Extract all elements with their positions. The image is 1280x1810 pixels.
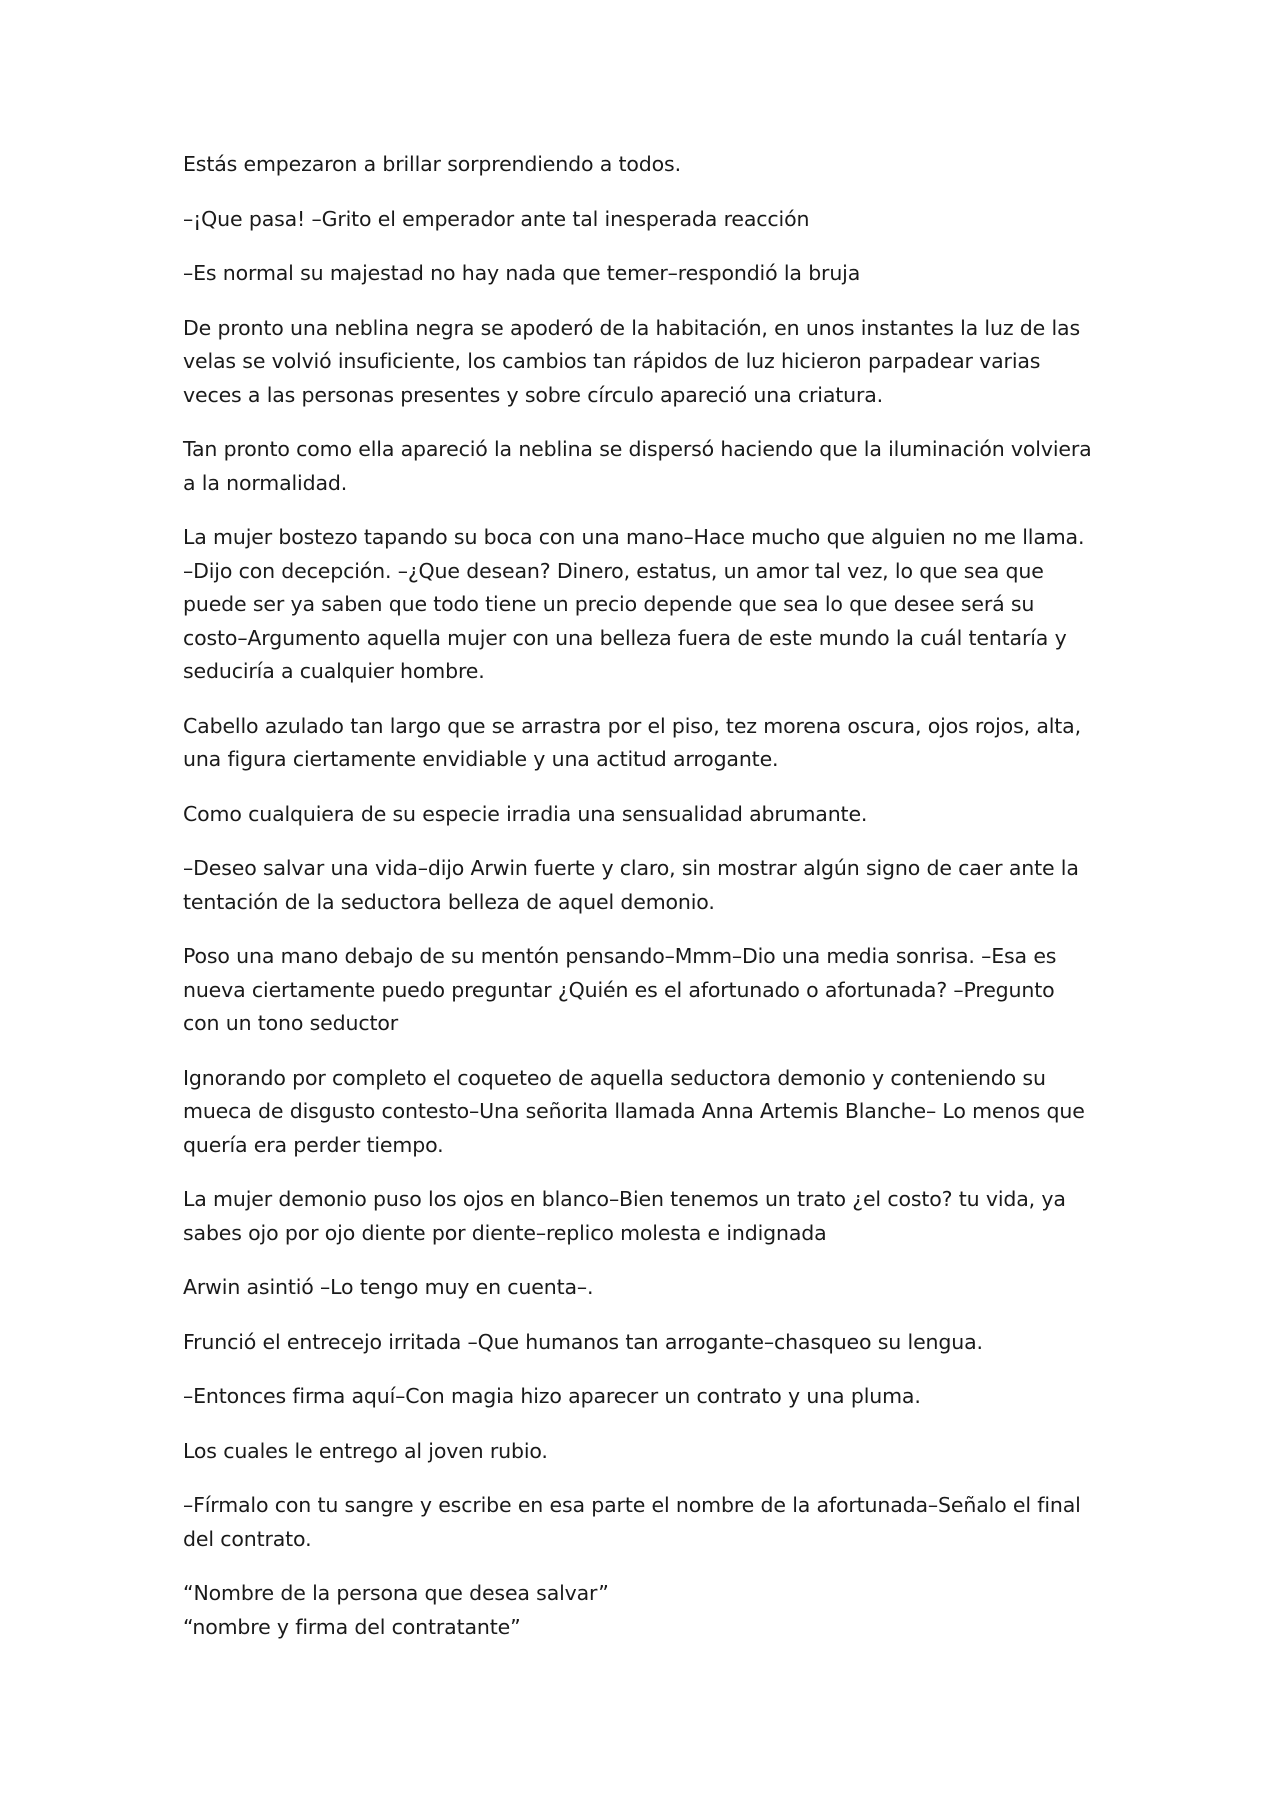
quoted-line: “Nombre de la persona que desea salvar” (183, 1581, 609, 1605)
paragraph: Tan pronto como ella apareció la neblina se dispersó haciendo que la iluminación volviera a la normalidad. (183, 437, 1092, 495)
paragraph: Como cualquiera de su especie irradia una sensualidad abrumante. (183, 801, 868, 826)
paragraph: –Entonces firma aquí–Con magia hizo aparecer un contrato y una pluma. (183, 1384, 921, 1408)
body-text (183, 148, 1095, 1644)
paragraph: Arwin asintió –Lo tengo muy en cuenta–. (183, 1275, 594, 1299)
paragraph: –¡Que pasa! –Grito el emperador ante tal inesperada reacción (183, 206, 810, 231)
quoted-line: “nombre y firma del contratante” (183, 1614, 521, 1639)
paragraph: Ignorando por completo el coqueteo de aquella seductora demonio y conteniendo su mueca de disgusto contesto–Una señorita llamada Anna Artemis Blanche– Lo menos que quería era perder tiempo. (183, 1065, 1085, 1157)
paragraph: Estás empezaron a brillar sorprendiendo a todos. (183, 152, 681, 176)
paragraph: –Es normal su majestad no hay nada que temer–respondió la bruja (183, 261, 861, 285)
paragraph: La mujer demonio puso los ojos en blanco–Bien tenemos un trato ¿el costo? tu vida, ya sabes ojo por ojo diente por diente–replico molesta e indignada (183, 1187, 1066, 1245)
paragraph: Poso una mano debajo de su mentón pensando–Mmm–Dio una media sonrisa. –Esa es nueva ciertamente puedo preguntar ¿Quién es el afortunado o afortunada? –Pregunto con un tono seductor (183, 944, 1057, 1035)
paragraph: –Fírmalo con tu sangre y escribe en esa parte el nombre de la afortunada–Señalo el final del contrato. (183, 1493, 1081, 1551)
paragraph: –Deseo salvar una vida–dijo Arwin fuerte y claro, sin mostrar algún signo de caer ante la tentación de la seductora belleza de aquel demonio. (183, 856, 1079, 914)
paragraph: De pronto una neblina negra se apoderó de la habitación, en unos instantes la luz de las velas se volvió insuficiente, los cambios tan rápidos de luz hicieron parpadear varias veces a las personas presentes y sobre círculo apareció una criatura. (183, 315, 1080, 407)
paragraph: Cabello azulado tan largo que se arrastra por el piso, tez morena oscura, ojos rojos, alta, una figura ciertamente envidiable y una actitud arrogante. (183, 713, 1081, 771)
paragraph: Frunció el entrecejo irritada –Que humanos tan arrogante–chasqueo su lengua. (183, 1329, 983, 1354)
paragraph: Los cuales le entrego al joven rubio. (183, 1438, 548, 1463)
paragraph: La mujer bostezo tapando su boca con una mano–Hace mucho que alguien no me llama. –Dijo con decepción. –¿Que desean? Dinero, estatus, un amor tal vez, lo que sea que puede ser ya saben que todo tiene un precio depende que sea lo que desee será su costo–Argumento aquella mujer con una belleza fuera de este mundo la cuál tentaría y seduciría a cualquier hombre. (183, 525, 1085, 683)
